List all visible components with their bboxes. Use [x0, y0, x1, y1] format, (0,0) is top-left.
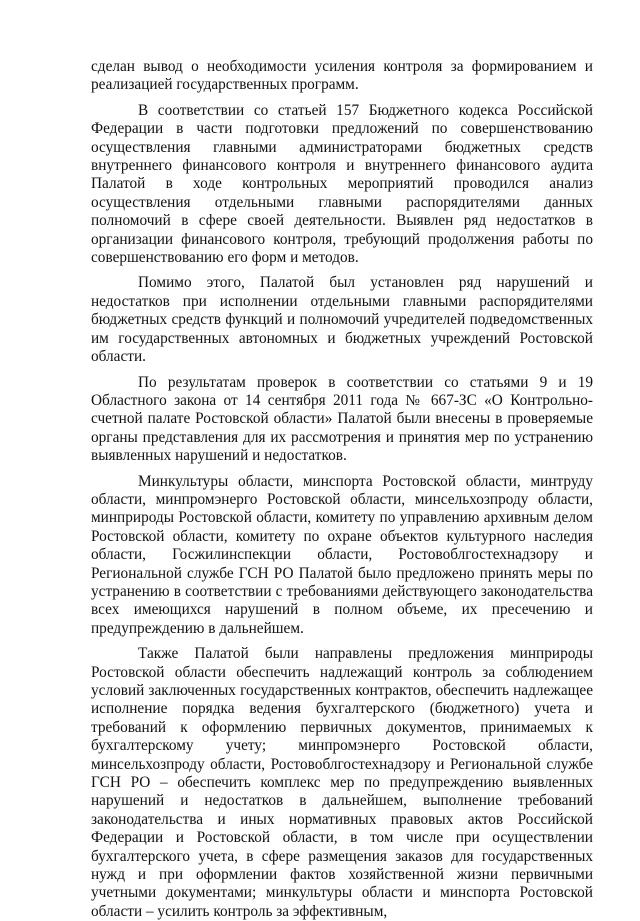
paragraph-4: По результатам проверок в соответствии со статьями 9 и 19 Областного закона от 14 сентября 2011 года № 667-ЗС «О Контрольно-счетной палате Ростовской области» Палатой были внесены в проверяемые органы представления для их рассмотрения и принятия мер по устранению выявленных нарушений и недостатков.: [91, 373, 593, 465]
paragraph-6: Также Палатой были направлены предложения минприроды Ростовской области обеспечить надлежащий контроль за соблюдением условий заключенных государственных контрактов, обеспечить надлежащее исполнение порядка ведения бухгалтерского (бюджетного) учета и требований к оформлению первичных документов, принимаемых к бухгалтерскому учету; минпромэнерго Ростовской области, минсельхозпроду области, Ростовоблгостехнадзору и Региональной службе ГСН РО – обеспечить комплекс мер по предупреждению выявленных нарушений и недостатков в дальнейшем, выполнение требований законодательства и иных нормативных правовых актов Российской Федерации и Ростовской области, в том числе при осуществлении бухгалтерского учета, в сфере размещения заказов для государственных нужд и при оформлении фактов хозяйственной жизни первичными учетными документами; минкультуры области и минспорта Ростовской области – усилить контроль за эффективным,: [91, 645, 593, 920]
document-page: [91, 58, 593, 921]
paragraph-1: сделан вывод о необходимости усиления контроля за формированием и реализацией государственных программ.: [91, 58, 593, 94]
paragraph-3: Помимо этого, Палатой был установлен ряд нарушений и недостатков при исполнении отдельными главными распорядителями бюджетных средств функций и полномочий учредителей подведомственных им государственных автономных и бюджетных учреждений Ростовской области.: [91, 274, 593, 366]
paragraph-2: В соответствии со статьей 157 Бюджетного кодекса Российской Федерации в части подготовки предложений по совершенствованию осуществления главными администраторами бюджетных средств внутреннего финансового контроля и внутреннего финансового аудита Палатой в ходе контрольных мероприятий проводился анализ осуществления отдельными главными распорядителями данных полномочий в сфере своей деятельности. Выявлен ряд недостатков в организации финансового контроля, требующий продолжения работы по совершенствованию его форм и методов.: [91, 101, 593, 267]
paragraph-5: Минкультуры области, минспорта Ростовской области, минтруду области, минпромэнерго Ростовской области, минсельхозпроду области, минприроды Ростовской области, комитету по управлению архивным делом Ростовской области, комитету по охране объектов культурного наследия области, Госжилинспекции области, Ростовоблгостехнадзору и Региональной службе ГСН РО Палатой было предложено принять меры по устранению в соответствии с требованиями действующего законодательства всех имеющихся нарушений в полном объеме, их пресечению и предупреждению в дальнейшем.: [91, 472, 593, 637]
